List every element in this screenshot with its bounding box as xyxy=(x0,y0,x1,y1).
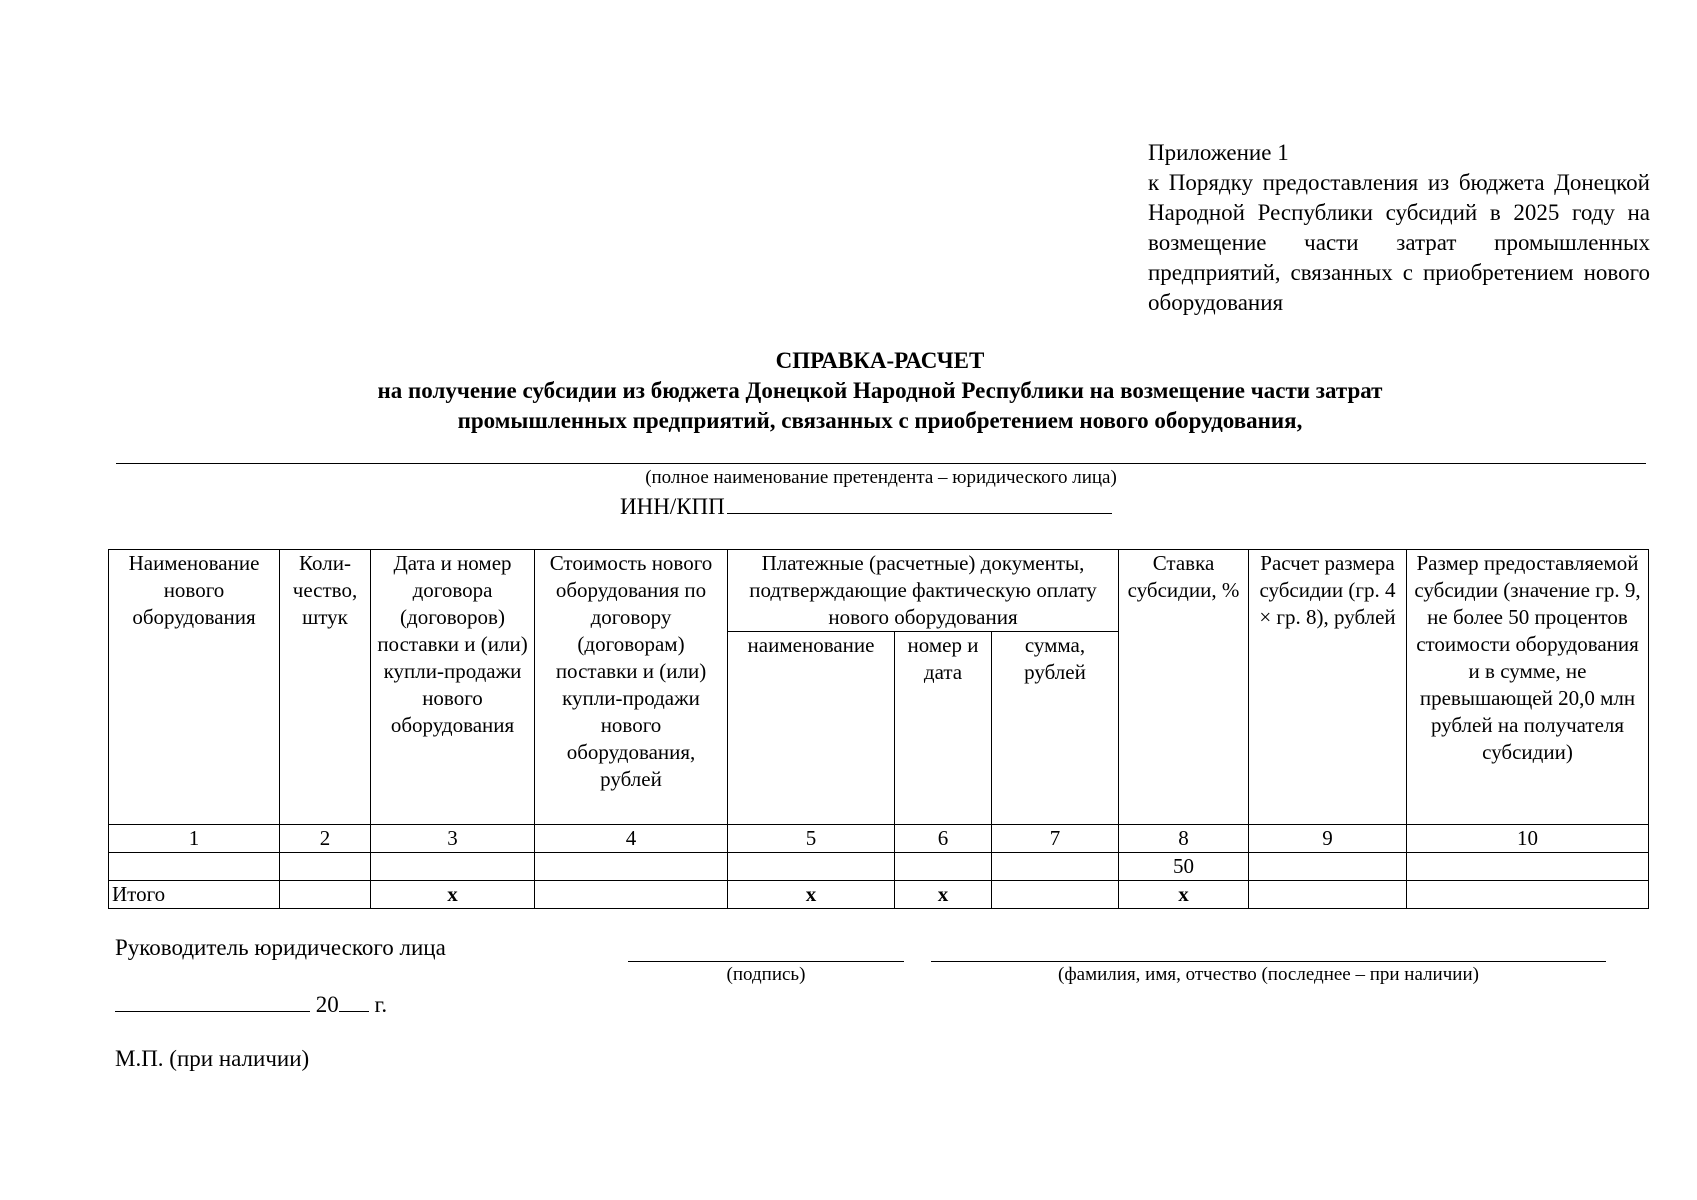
data-cell[interactable] xyxy=(109,853,280,881)
column-number: 10 xyxy=(1407,825,1649,853)
header-row-1 xyxy=(109,550,1649,632)
header-payment-number-date: номер и дата xyxy=(895,632,992,825)
header-equipment-name: Наименование нового оборудования xyxy=(109,550,280,825)
header-payment-sum: сумма, рублей xyxy=(992,632,1119,825)
column-number: 8 xyxy=(1119,825,1249,853)
data-cell[interactable] xyxy=(535,853,728,881)
data-cell[interactable] xyxy=(371,853,535,881)
total-cell-x: x xyxy=(1119,881,1249,909)
total-cell[interactable] xyxy=(280,881,371,909)
total-cell[interactable] xyxy=(535,881,728,909)
data-cell[interactable] xyxy=(992,853,1119,881)
data-row xyxy=(109,853,1649,881)
total-cell[interactable] xyxy=(992,881,1119,909)
data-cell[interactable] xyxy=(895,853,992,881)
full-name-caption: (фамилия, имя, отчество (последнее – при наличии) xyxy=(1058,964,1479,985)
inn-kpp-field xyxy=(620,491,1112,522)
year-prefix: 20 xyxy=(315,992,339,1017)
date-blank[interactable] xyxy=(115,991,310,1012)
header-contract-date-number: Дата и номер договора (договоров) поставки и (или) купли-продажи нового оборудования xyxy=(371,550,535,825)
header-payment-documents: Платежные (расчетные) документы, подтверждающие фактическую оплату нового оборудования xyxy=(728,550,1119,632)
data-cell[interactable] xyxy=(728,853,895,881)
column-number: 9 xyxy=(1249,825,1407,853)
header-payment-name: наименование xyxy=(728,632,895,825)
appendix-block xyxy=(1148,138,1650,318)
column-number: 6 xyxy=(895,825,992,853)
applicant-name-caption: (полное наименование претендента – юридического лица) xyxy=(645,467,1117,488)
column-number: 7 xyxy=(992,825,1119,853)
inn-kpp-label: ИНН/КПП xyxy=(620,494,725,519)
column-number: 5 xyxy=(728,825,895,853)
calculation-table xyxy=(108,549,1649,909)
header-subsidy-calculation: Расчет размера субсидии (гр. 4 × гр. 8), рублей xyxy=(1249,550,1407,825)
header-subsidy-amount: Размер предоставляемой субсидии (значение гр. 9, не более 50 процентов стоимости оборудования и в сумме, не превышающей 20,0 млн рублей на получателя субсидии) xyxy=(1407,550,1649,825)
date-field xyxy=(115,990,387,1020)
signature-caption: (подпись) xyxy=(726,964,806,985)
year-blank[interactable] xyxy=(339,991,369,1012)
full-name-line[interactable] xyxy=(931,961,1606,962)
total-cell-x: x xyxy=(895,881,992,909)
total-cell[interactable] xyxy=(1249,881,1407,909)
appendix-title: Приложение 1 xyxy=(1148,140,1289,165)
document-subtitle-line1: на получение субсидии из бюджета Донецкой Народной Республики на возмещение части затрат xyxy=(377,378,1383,403)
header-quantity: Коли-чество, штук xyxy=(280,550,371,825)
column-number: 3 xyxy=(371,825,535,853)
year-suffix: г. xyxy=(374,992,388,1017)
total-row xyxy=(109,881,1649,909)
inn-kpp-blank[interactable] xyxy=(727,491,1112,514)
appendix-text: к Порядку предоставления из бюджета Донецкой Народной Республики субсидий в 2025 году на возмещение части затрат промышленных предприятий, связанных с приобретением нового оборудования xyxy=(1148,170,1650,315)
total-label: Итого xyxy=(109,881,280,909)
total-cell[interactable] xyxy=(1407,881,1649,909)
column-number: 1 xyxy=(109,825,280,853)
total-cell-x: x xyxy=(371,881,535,909)
head-of-entity-label: Руководитель юридического лица xyxy=(115,935,446,960)
document-subtitle-line2: промышленных предприятий, связанных с приобретением нового оборудования, xyxy=(457,408,1303,433)
header-equipment-cost: Стоимость нового оборудования по договору (договорам) поставки и (или) купли-продажи нового оборудования, рублей xyxy=(535,550,728,825)
column-number: 4 xyxy=(535,825,728,853)
subsidy-rate-cell: 50 xyxy=(1119,853,1249,881)
data-cell[interactable] xyxy=(280,853,371,881)
data-cell[interactable] xyxy=(1407,853,1649,881)
column-numbers-row xyxy=(109,825,1649,853)
column-number: 2 xyxy=(280,825,371,853)
data-cell[interactable] xyxy=(1249,853,1407,881)
document-title: СПРАВКА-РАСЧЕТ xyxy=(775,348,985,373)
total-cell-x: x xyxy=(728,881,895,909)
header-subsidy-rate: Ставка субсидии, % xyxy=(1119,550,1249,825)
stamp-label: М.П. (при наличии) xyxy=(115,1046,310,1071)
document-heading xyxy=(100,346,1660,436)
signature-line[interactable] xyxy=(628,961,904,962)
applicant-name-line[interactable] xyxy=(116,463,1646,464)
